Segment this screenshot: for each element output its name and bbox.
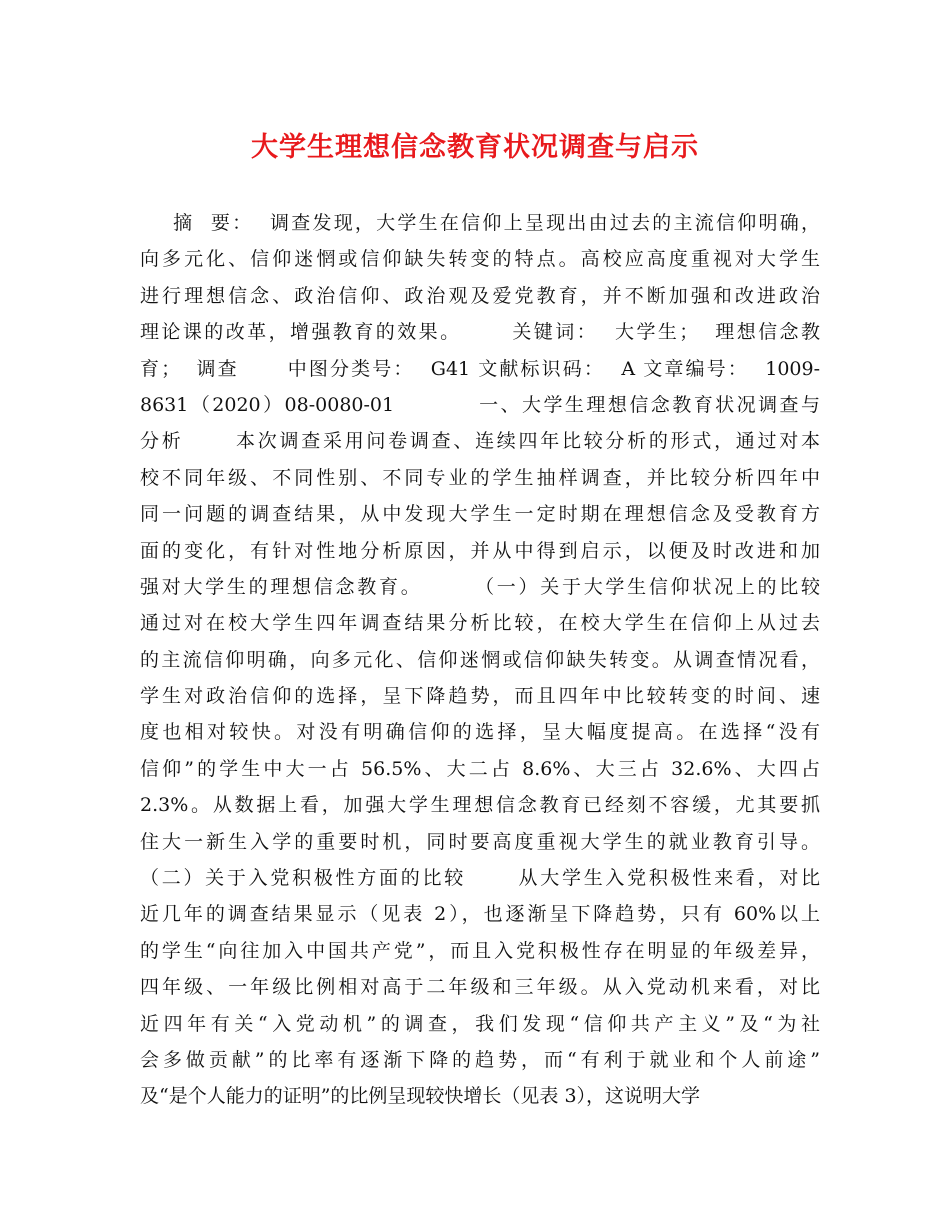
text-line: 理论课的改革，增强教育的效果。 关键词： 大学生； 理想信念教: [140, 321, 820, 344]
text-line: 2.3%。从数据上看，加强大学生理想信念教育已经刻不容缓，尤其要抓: [140, 794, 820, 817]
text-line: 向多元化、信仰迷惘或信仰缺失转变的特点。高校应高度重视对大学生: [140, 248, 820, 271]
text-line: 度也相对较快。对没有明确信仰的选择，呈大幅度提高。在选择“没有: [140, 721, 820, 744]
text-line: 信仰”的学生中大一占 56.5%、大二占 8.6%、大三占 32.6%、大四占: [140, 757, 820, 780]
text-line: 校不同年级、不同性别、不同专业的学生抽样调查，并比较分析四年中: [140, 466, 820, 489]
text-line: 摘 要： 调查发现，大学生在信仰上呈现出由过去的主流信仰明确，: [140, 212, 820, 234]
text-line: 住大一新生入学的重要时机，同时要高度重视大学生的就业教育引导。: [140, 830, 820, 853]
text-line: 四年级、一年级比例相对高于二年级和三年级。从入党动机来看，对比: [140, 976, 820, 999]
text-line: 通过对在校大学生四年调查结果分析比较，在校大学生在信仰上从过去: [140, 612, 820, 635]
text-line: 学生对政治信仰的选择，呈下降趋势，而且四年中比较转变的时间、速: [140, 685, 820, 708]
text-line: 8631（2020）08-0080-01 一、大学生理想信念教育状况调查与: [140, 393, 820, 416]
text-line: 的主流信仰明确，向多元化、信仰迷惘或信仰缺失转变。从调查情况看，: [140, 648, 820, 671]
text-line: 会多做贡献”的比率有逐渐下降的趋势，而“有利于就业和个人前途”: [140, 1048, 820, 1071]
text-line: 同一问题的调查结果，从中发现大学生一定时期在理想信念及受教育方: [140, 503, 820, 526]
text-line: 近几年的调查结果显示（见表 2），也逐渐呈下降趋势，只有 60%以上: [140, 903, 820, 926]
document-body: [140, 205, 820, 1115]
text-line: 分析 本次调查采用问卷调查、连续四年比较分析的形式，通过对本: [140, 430, 820, 453]
text-line: 进行理想信念、政治信仰、政治观及爱党教育，并不断加强和改进政治: [140, 284, 820, 307]
text-line: 近四年有关“入党动机”的调查，我们发现“信仰共产主义”及“为社: [140, 1012, 820, 1035]
text-line: 强对大学生的理想信念教育。 （一）关于大学生信仰状况上的比较: [140, 575, 820, 598]
text-line: 面的变化，有针对性地分析原因，并从中得到启示，以便及时改进和加: [140, 539, 820, 562]
text-line: 育； 调查 中图分类号： G41 文献标识码： A 文章编号： 1009-: [140, 357, 820, 380]
text-line: 及“是个人能力的证明”的比例呈现较快增长（见表 3），这说明大学: [140, 1085, 701, 1108]
document-title: 大学生理想信念教育状况调查与启示: [251, 132, 699, 163]
text-line: 的学生“向往加入中国共产党”，而且入党积极性存在明显的年级差异，: [140, 939, 820, 962]
text-line: （二）关于入党积极性方面的比较 从大学生入党积极性来看，对比: [140, 867, 820, 890]
